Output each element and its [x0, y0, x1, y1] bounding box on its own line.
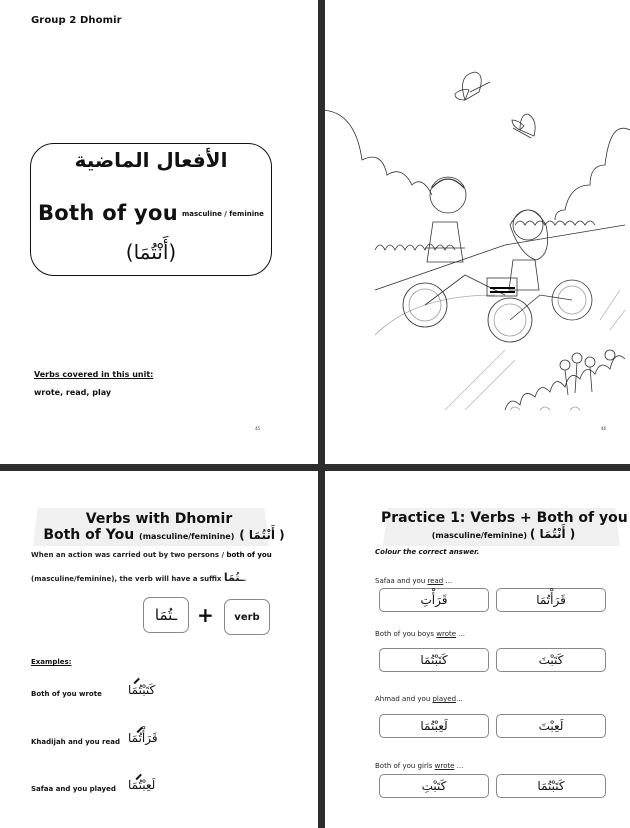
explanation-line-2 [31, 571, 281, 584]
title-english [38, 201, 264, 225]
bike-riding-illustration [325, 0, 630, 464]
answer-option-left[interactable]: قَرَأْتِ [379, 588, 489, 612]
heading-subtitle [0, 527, 318, 543]
prompt-ellipsis: ... [456, 630, 465, 638]
practice-title: Practice 1: Verbs + Both of you [381, 510, 628, 526]
verbs-covered-list: wrote, read, play [34, 388, 112, 397]
question-prompt [375, 630, 465, 638]
example-english: Safaa and you played [31, 785, 116, 793]
page-46 [325, 0, 630, 464]
explanation-period: . [243, 575, 247, 583]
prompt-text: Both of you boys [375, 630, 437, 638]
explanation-text: When an action was carried out by two persons / [31, 551, 227, 559]
answer-option-right[interactable]: قَرَأْتُمَا [496, 588, 606, 612]
title-pronoun: (أَنْتُمَا) [125, 240, 177, 264]
question-prompt [375, 577, 452, 585]
heading-subtitle-note: (masculine/feminine) [139, 532, 235, 541]
example-english: Both of you wrote [31, 690, 102, 698]
unit-title-box [30, 143, 272, 276]
suffix-box: ـتُمَا [143, 597, 189, 633]
group-title: Group 2 Dhomir [31, 15, 122, 26]
example-arabic: كَتَبْتُمَا [128, 683, 156, 697]
page-48 [325, 471, 630, 828]
title-english-note: masculine / feminine [181, 210, 264, 218]
page-number: 45 [255, 426, 261, 431]
examples-label: Examples: [31, 658, 72, 666]
title-english-main: Both of you [38, 201, 178, 225]
instruction: Colour the correct answer. [375, 548, 480, 556]
prompt-ellipsis: ... [443, 577, 453, 585]
explanation-text: (masculine/feminine), the verb will have a suffix [31, 575, 224, 583]
verbs-covered-label: Verbs covered in this unit: [34, 370, 154, 379]
prompt-text: Safaa and you [375, 577, 428, 585]
practice-subtitle-note: (masculine/feminine) [431, 531, 528, 540]
prompt-text: Both of you girls [375, 762, 435, 770]
title-arabic: الأفعال الماضية [74, 148, 228, 172]
page-47 [0, 471, 318, 828]
question-prompt [375, 695, 463, 703]
plus-sign: + [197, 603, 214, 627]
heading-subtitle-main: Both of You [43, 527, 135, 543]
prompt-verb: played [432, 695, 457, 703]
example-english: Khadijah and you read [31, 738, 120, 746]
example-arabic: لَعِبْتُمَا [128, 778, 156, 792]
answer-option-left[interactable]: كَتَبْتِ [379, 774, 489, 798]
example-arabic: قَرَأْتُمَا [128, 731, 158, 745]
question-prompt [375, 762, 463, 770]
prompt-text: Ahmad and you [375, 695, 433, 703]
practice-subtitle [381, 527, 626, 541]
prompt-verb: wrote [436, 630, 457, 638]
practice-subtitle-arabic: ( أَنْتُمَا ) [529, 527, 576, 541]
prompt-ellipsis: ... [454, 762, 464, 770]
answer-option-right[interactable]: لَعِبْتَ [496, 714, 606, 738]
answer-option-right[interactable]: كَتَبْتُمَا [496, 774, 606, 798]
suffix-arabic: ـتُمَا [223, 571, 244, 584]
page-45 [0, 0, 318, 464]
prompt-ellipsis: ... [456, 695, 463, 703]
answer-option-right[interactable]: كَتَبْتَ [496, 648, 606, 672]
answer-option-left[interactable]: لَعِبْتُمَا [379, 714, 489, 738]
heading-title: Verbs with Dhomir [85, 511, 233, 527]
heading-subtitle-arabic: ( أَنْتُمَا ) [239, 528, 285, 542]
prompt-verb: wrote [434, 762, 455, 770]
explanation-line-1 [31, 551, 281, 559]
prompt-verb: read [427, 577, 444, 585]
butterfly-icon [512, 114, 535, 138]
page-number: 46 [601, 426, 607, 431]
explanation-emphasis: both of you [226, 551, 272, 559]
answer-option-left[interactable]: كَتَبْتُمَا [379, 648, 489, 672]
verb-box: verb [224, 599, 270, 635]
butterfly-icon [455, 72, 490, 100]
